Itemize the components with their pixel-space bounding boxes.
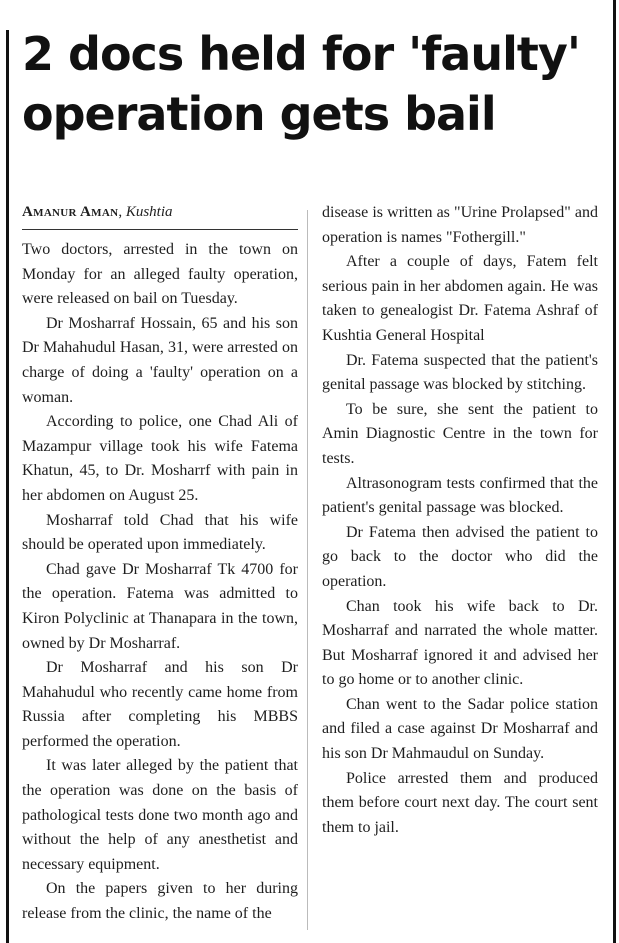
paragraph-left-2: Dr Mosharraf Hossain, 65 and his son Dr Mahahudul Hasan, 31, were arrested on charge of doing a 'faulty' operation on a woman. [22, 314, 298, 406]
paragraph-left-1: Two doctors, arrested in the town on Monday for an alleged faulty operation, were released on bail on Tuesday. [22, 241, 298, 308]
byline-place: Kushtia [125, 204, 173, 220]
paragraph-right-6: Dr Fatema then advised the patient to go back to the doctor who did the operation. [322, 523, 598, 590]
paragraph-left-5: Chad gave Dr Mosharraf Tk 4700 for the operation. Fatema was admitted to Kiron Polyclinic at Thanapara in the town, owned by Dr Mosharraf. [22, 560, 298, 652]
column-divider [307, 210, 308, 930]
paragraph-left-6: Dr Mosharraf and his son Dr Mahahudul who recently came home from Russia after completing his MBBS performed the operation. [22, 659, 298, 750]
paragraph-right-7: Chan took his wife back to Dr. Mosharraf and narrated the whole matter. But Mosharraf ignored it and advised her to go home or to another clinic. [322, 597, 598, 689]
article-column-left [22, 199, 298, 927]
paragraph-left-8: On the papers given to her during release from the clinic, the name of the [22, 880, 298, 923]
paragraph-right-5: Altrasonogram tests confirmed that the patient's genital passage was blocked. [322, 474, 598, 517]
paragraph-left-4: Mosharraf told Chad that his wife should be operated upon immediately. [22, 511, 298, 554]
paragraph-right-2: After a couple of days, Fatem felt serious pain in her abdomen again. He was taken to genealogist Dr. Fatema Ashraf of Kushtia General Hospital [322, 253, 598, 344]
right-border-rule [613, 0, 616, 943]
headline: 2 docs held for 'faulty' operation gets bail [22, 27, 580, 141]
paragraph-right-3: Dr. Fatema suspected that the patient's genital passage was blocked by stitching. [322, 351, 598, 394]
paragraph-right-9: Police arrested them and produced them before court next day. The court sent them to jail. [322, 769, 598, 836]
paragraph-right-8: Chan went to the Sadar police station and filed a case against Dr Mosharraf and his son Dr Mahmaudul on Sunday. [322, 695, 598, 763]
paragraph-right-4: To be sure, she sent the patient to Amin Diagnostic Centre in the town for tests. [322, 400, 598, 467]
paragraph-left-7: It was later alleged by the patient that the operation was done on the basis of pathological tests done two month ago and without the help of any anesthetist and necessary equipment. [22, 757, 298, 873]
paragraph-right-1: disease is written as "Urine Prolapsed" and operation is names "Fothergill." [322, 204, 598, 246]
paragraph-left-3: According to police, one Chad Ali of Mazampur village took his wife Fatema Khatun, 45, to Dr. Mosharrf with pain in her abdomen on August 25. [22, 413, 298, 504]
left-border-rule [6, 30, 9, 943]
byline-author: Amanur Aman [22, 204, 119, 220]
byline [22, 201, 298, 230]
byline-separator: , [118, 204, 123, 220]
article-column-right [322, 201, 598, 840]
